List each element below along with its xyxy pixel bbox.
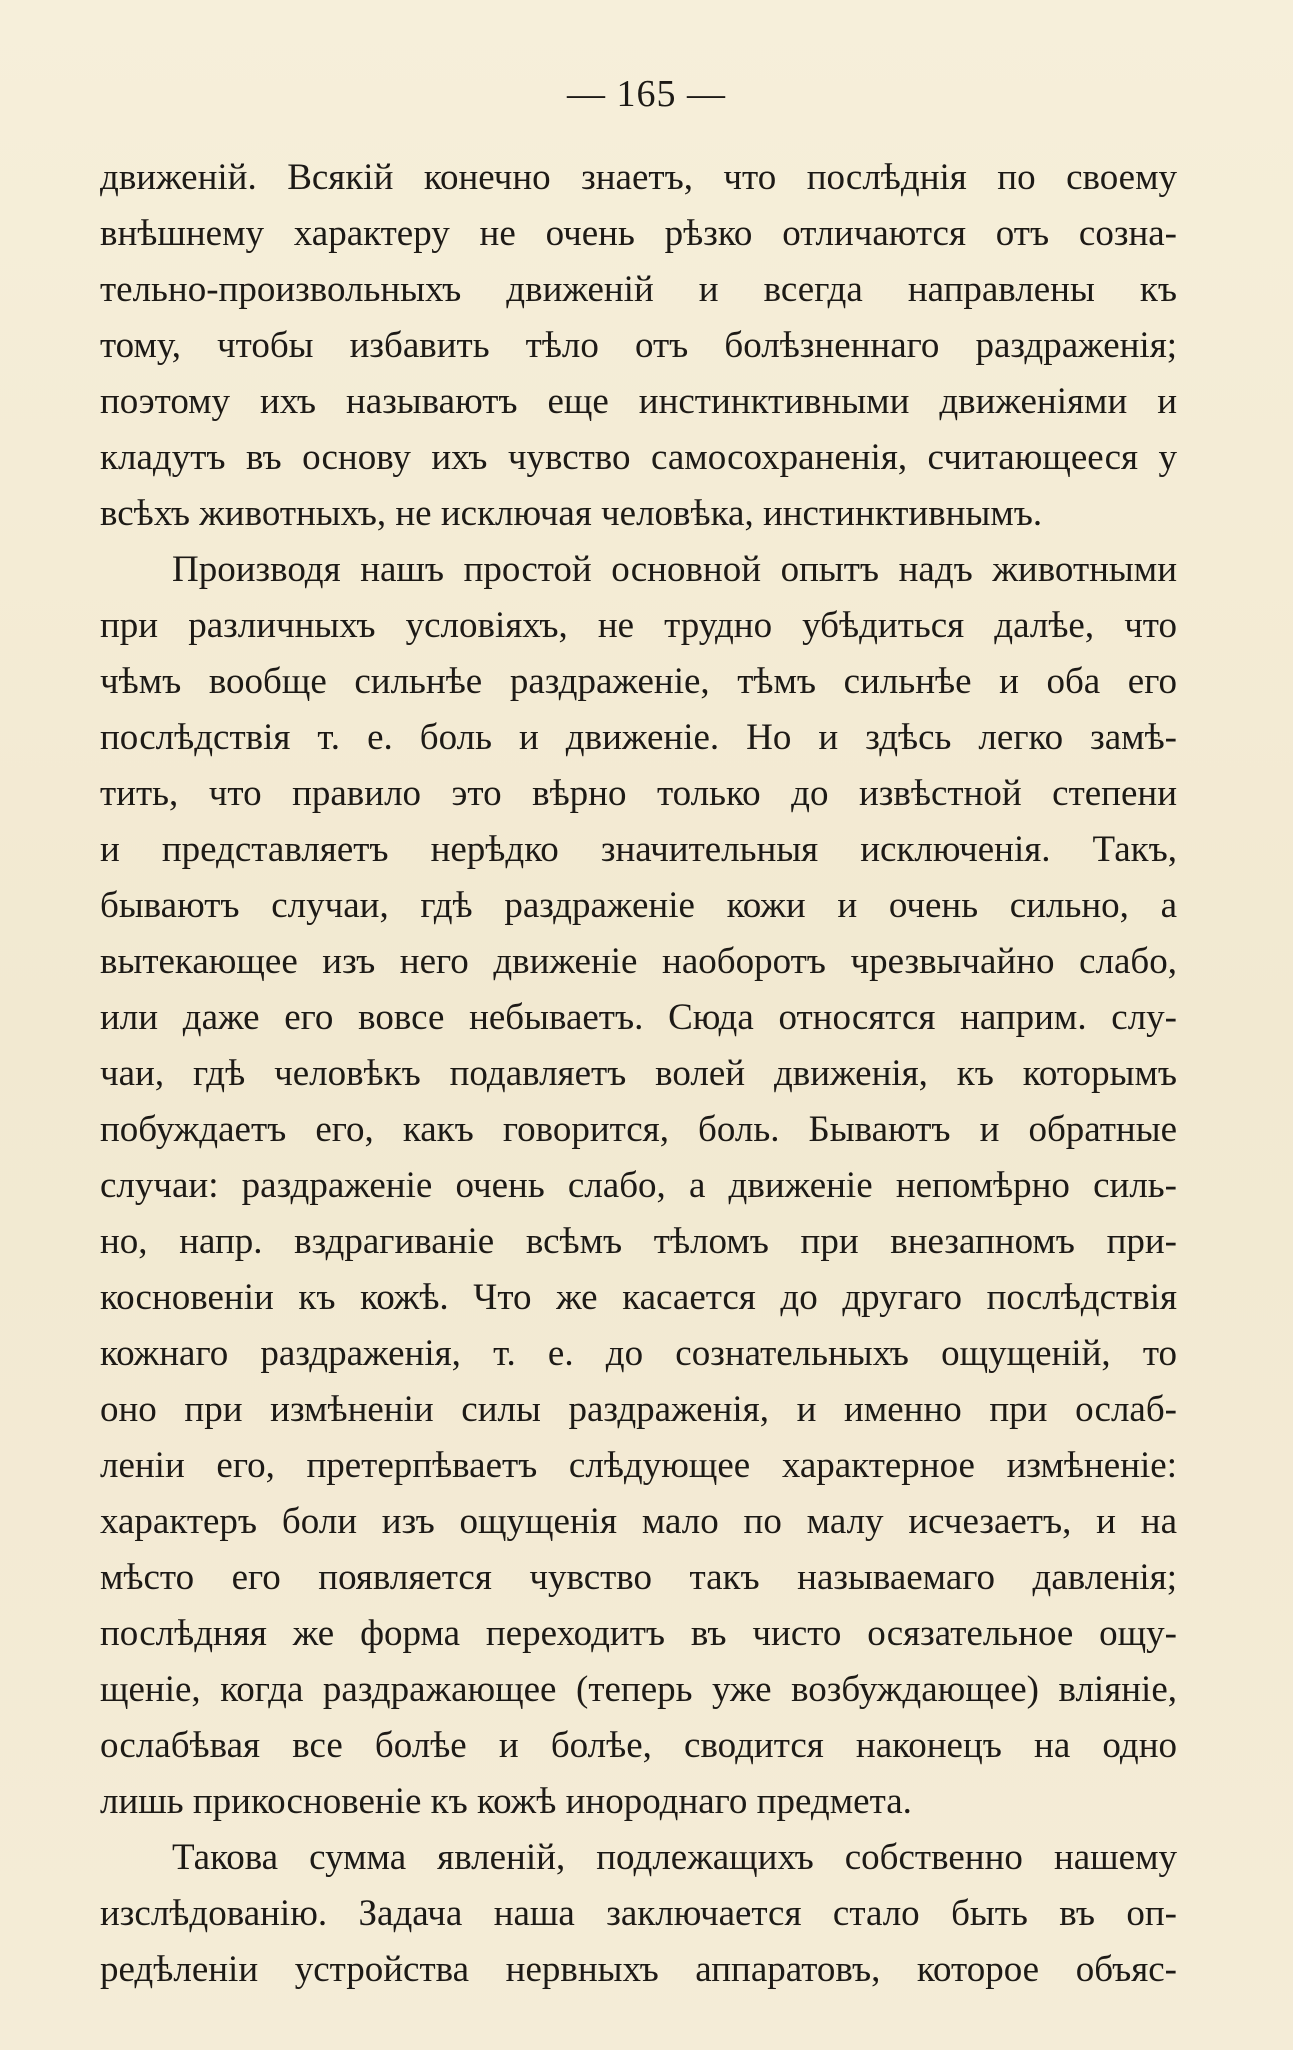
text-line: внѣшнему характеру не очень рѣзко отличаются отъ созна- xyxy=(100,213,1177,254)
text-line: вытекающее изъ него движеніе наоборотъ чрезвычайно слабо, xyxy=(100,941,1177,982)
text-line: послѣдствія т. е. боль и движеніе. Но и здѣсь легко замѣ- xyxy=(100,717,1177,758)
text-line: тому, чтобы избавить тѣло отъ болѣзненнаго раздраженія; xyxy=(100,325,1177,366)
text-line: послѣдняя же форма переходитъ въ чисто осязательное ощу- xyxy=(100,1613,1177,1654)
text-line: лишь прикосновеніе къ кожѣ инороднаго предмета. xyxy=(100,1781,912,1822)
text-line: побуждаетъ его, какъ говорится, боль. Бываютъ и обратные xyxy=(100,1109,1177,1150)
page-number: — 165 — xyxy=(567,73,726,115)
text-line: движеній. Всякій конечно знаетъ, что послѣднія по своему xyxy=(100,157,1177,198)
text-line: редѣленіи устройства нервныхъ аппаратовъ, которое объяс- xyxy=(100,1949,1177,1990)
text-line: кожнаго раздраженія, т. е. до сознательныхъ ощущеній, то xyxy=(100,1333,1177,1374)
text-line: изслѣдованію. Задача наша заключается стало быть въ оп- xyxy=(100,1893,1177,1934)
text-line: щеніе, когда раздражающее (теперь уже возбуждающее) вліяніе, xyxy=(100,1669,1177,1710)
text-line: чѣмъ вообще сильнѣе раздраженіе, тѣмъ сильнѣе и оба его xyxy=(100,661,1177,702)
text-line: кладутъ въ основу ихъ чувство самосохраненія, считающееся у xyxy=(100,437,1177,478)
text-line: но, напр. вздрагиваніе всѣмъ тѣломъ при внезапномъ при- xyxy=(100,1221,1177,1262)
text-line: оно при измѣненіи силы раздраженія, и именно при ослаб- xyxy=(100,1389,1177,1430)
paragraph-start-line: Такова сумма явленій, подлежащихъ собственно нашему xyxy=(172,1837,1177,1878)
text-line: поэтому ихъ называютъ еще инстинктивными движеніями и xyxy=(100,381,1177,422)
text-line: или даже его вовсе небываетъ. Сюда относятся наприм. слу- xyxy=(100,997,1177,1038)
body-text xyxy=(100,150,1177,1998)
text-line: и представляетъ нерѣдко значительныя исключенія. Такъ, xyxy=(100,829,1177,870)
text-line: тить, что правило это вѣрно только до извѣстной степени xyxy=(100,773,1177,814)
text-line: всѣхъ животныхъ, не исключая человѣка, инстинктивнымъ. xyxy=(100,493,1043,534)
text-line: бываютъ случаи, гдѣ раздраженіе кожи и очень сильно, а xyxy=(100,885,1177,926)
text-line: случаи: раздраженіе очень слабо, а движеніе непомѣрно силь- xyxy=(100,1165,1177,1206)
text-line: при различныхъ условіяхъ, не трудно убѣдиться далѣе, что xyxy=(100,605,1177,646)
paragraph-start-line: Производя нашъ простой основной опытъ надъ животными xyxy=(172,549,1177,590)
text-line: косновеніи къ кожѣ. Что же касается до другаго послѣдствія xyxy=(100,1277,1177,1318)
text-line: леніи его, претерпѣваетъ слѣдующее характерное измѣненіе: xyxy=(100,1445,1177,1486)
text-line: чаи, гдѣ человѣкъ подавляетъ волей движенія, къ которымъ xyxy=(100,1053,1177,1094)
text-line: тельно-произвольныхъ движеній и всегда направлены къ xyxy=(100,269,1177,310)
text-line: ослабѣвая все болѣе и болѣе, сводится наконецъ на одно xyxy=(100,1725,1177,1766)
text-line: характеръ боли изъ ощущенія мало по малу исчезаетъ, и на xyxy=(100,1501,1177,1542)
text-line: мѣсто его появляется чувство такъ называемаго давленія; xyxy=(100,1557,1177,1598)
